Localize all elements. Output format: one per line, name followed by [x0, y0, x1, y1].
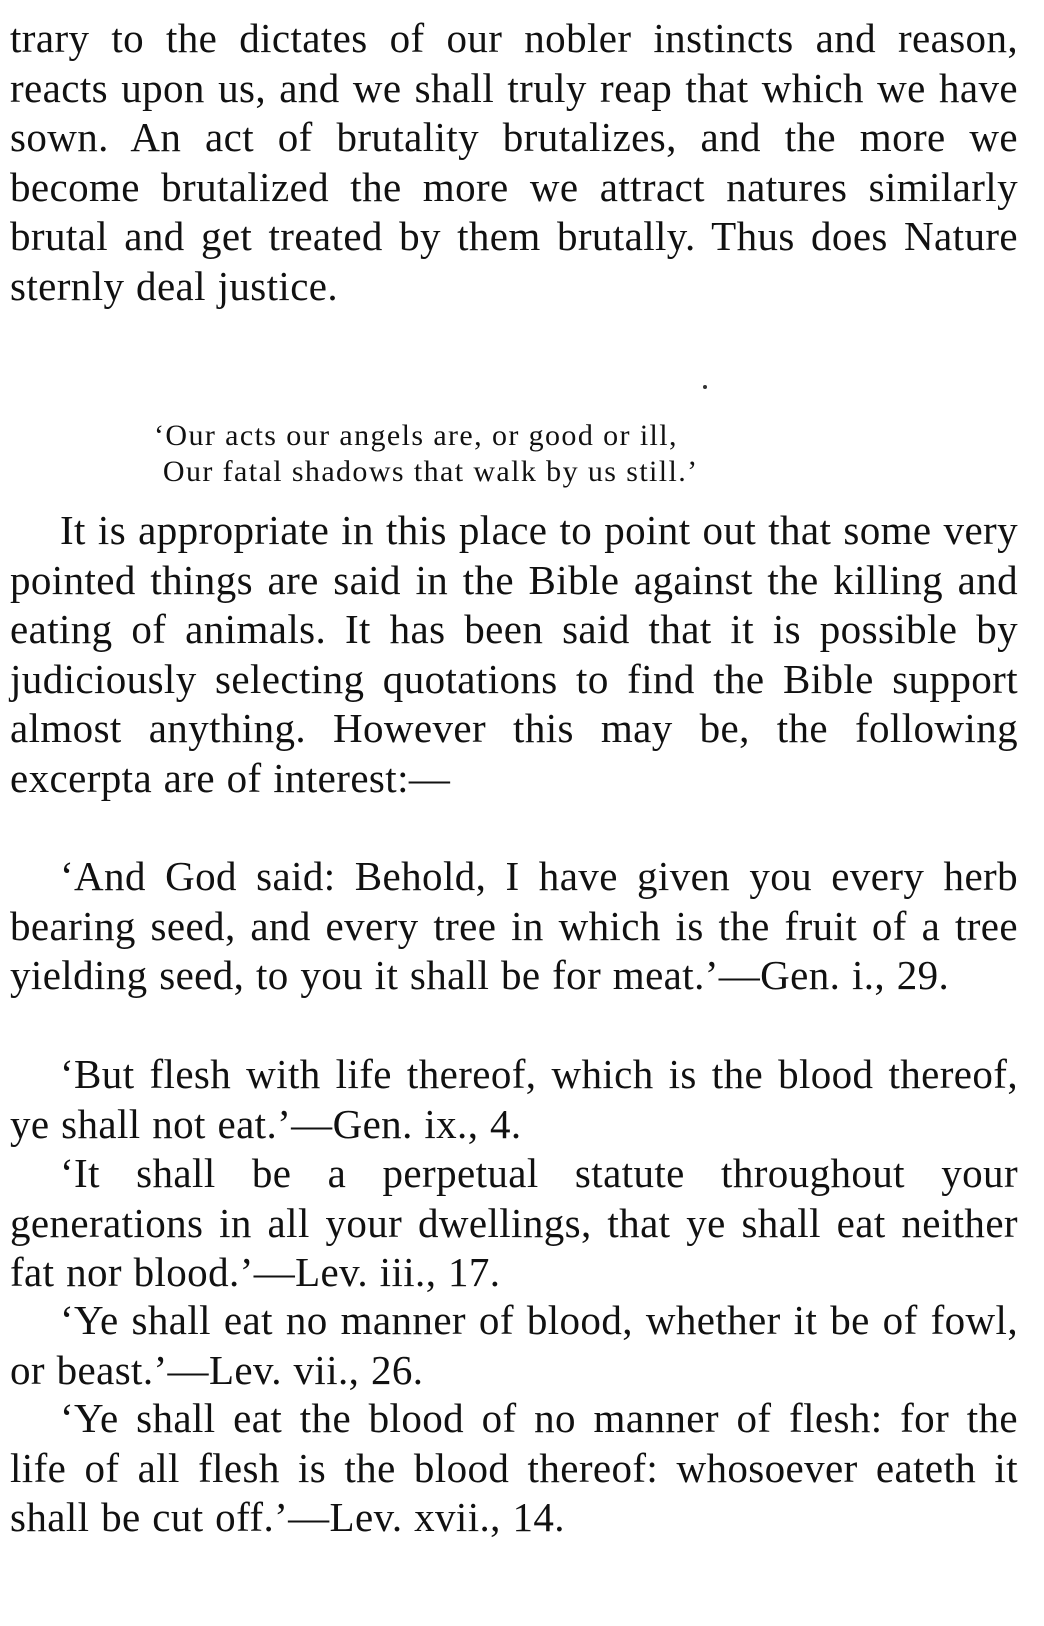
quote-genesis-1-29: ‘And God said: Behold, I have given you every herb bearing seed, and every tree in which is the fruit of a tree yielding seed, to you it shall be for meat.’—Gen. i., 29. [10, 853, 1018, 998]
quote-genesis-9-4: ‘But flesh with life thereof, which is the blood thereof, ye shall not eat.’—Gen. ix., 4. [10, 1051, 1018, 1147]
verse-line-2: Our fatal shadows that walk by us still.’ [154, 455, 699, 488]
verse-line-1: ‘Our acts our angels are, or good or ill, [154, 419, 678, 452]
paragraph-bible-intro: It is appropriate in this place to point out that some very pointed things are said in the Bible against the killing and eating of animals. It has been said that it is possible by judiciously selecting quotations to find the Bible support almost anything. However this may be, the following excerpta are of interest:— [10, 507, 1018, 801]
quote-leviticus-7-26: ‘Ye shall eat no manner of blood, whether it be of fowl, or beast.’—Lev. vii., 26. [10, 1297, 1018, 1393]
paragraph-justice: trary to the dictates of our nobler instincts and reason, reacts upon us, and we shall truly reap that which we have sown. An act of brutality brutalizes, and the more we become brutalized the more we attract natures similarly brutal and get treated by them brutally. Thus does Nature sternly deal justice. [10, 15, 1018, 309]
verse-quote [154, 418, 699, 490]
print-speck [703, 385, 707, 389]
quote-leviticus-17-14: ‘Ye shall eat the blood of no manner of flesh: for the life of all flesh is the blood thereof: whosoever eateth it shall be cut off.’—Lev. xvii., 14. [10, 1395, 1018, 1540]
quote-leviticus-3-17: ‘It shall be a perpetual statute throughout your generations in all your dwellings, that ye shall eat neither fat nor blood.’—Lev. iii., 17. [10, 1150, 1018, 1295]
